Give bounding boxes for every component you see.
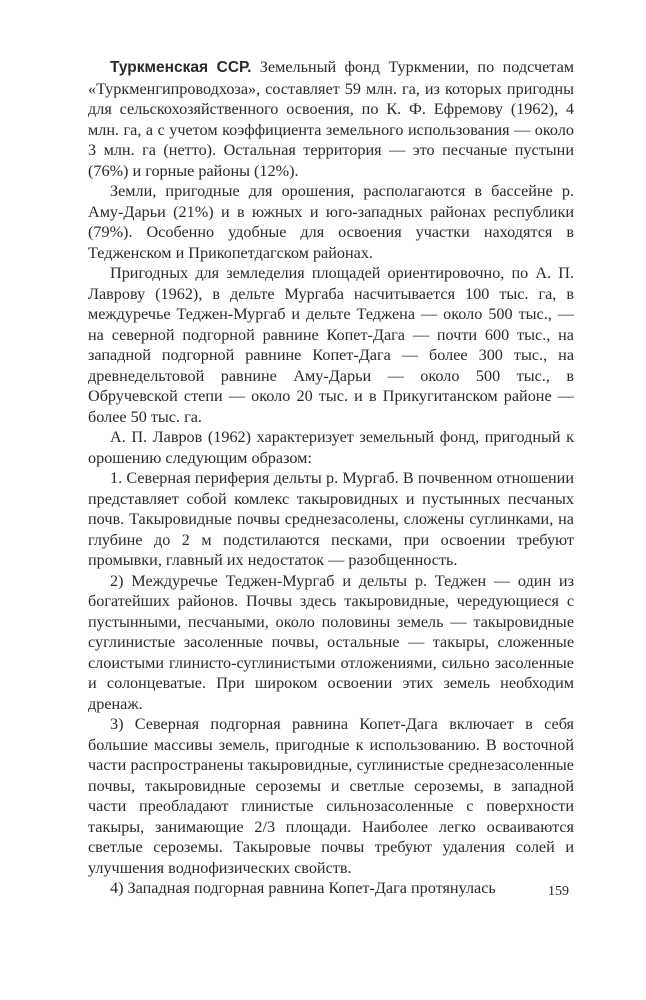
paragraph-6: 2) Междуречье Теджен-Мургаб и дельты р. Теджен — один из богатейших районов. Почвы здесь такыровидные, чередующиеся с пустынными, песчаными, около половины земель — такыровидные суглинистые засоленные почвы, остальные — такыры, сложенные слоистыми глинисто-суглинистыми отложениями, сильно засоленные и солонцеватые. При широком освоении этих земель необходим дренаж. <box>88 571 574 713</box>
page-number: 159 <box>548 884 569 899</box>
page-text-block <box>88 57 574 899</box>
paragraph-4: А. П. Лавров (1962) характеризует земельный фонд, пригодный к орошению следующим образом: <box>88 428 574 467</box>
paragraph-8: 4) Западная подгорная равнина Копет-Дага протянулась <box>110 879 496 897</box>
paragraph-3: Пригодных для земледелия площадей ориентировочно, по А. П. Лаврову (1962), в дельте Мургаба насчитывается 100 тыс. га, в междуречье Теджен-Мургаб и дельте Теджена — около 500 тыс., — на северной подгорной равнине Копет-Дага — почти 600 тыс., на западной подгорной равнине Копет-Дага — более 300 тыс., на древнедельтовой равнине Аму-Дарьи — около 500 тыс., в Обручевской степи — около 20 тыс. и в Прикугитанском районе — более 50 тыс. га. <box>88 264 574 426</box>
paragraph-5: 1. Северная периферия дельты р. Мургаб. В почвенном отношении представляет собой комлекс такыровидных и пустынных песчаных почв. Такыровидные почвы среднезасолены, сложены суглинками, на глубине до 2 м подстилаются песками, при освоении требуют промывки, главный их недостаток — разобщенность. <box>88 469 574 569</box>
section-heading: Туркменская ССР. <box>110 59 252 76</box>
paragraph-1-text: Земельный фонд Туркмении, по подсчетам «Туркменгипроводхоза», составляет 59 млн. га, из которых пригодны для сельскохозяйственного освоения, по К. Ф. Ефремову (1962), 4 млн. га, а с учетом коэффициента земельного использования — около 3 млн. га (нетто). Остальная территория — это песчаные пустыни (76%) и горные районы (12%). <box>88 58 574 180</box>
paragraph-1 <box>88 57 574 181</box>
paragraph-7: 3) Северная подгорная равнина Копет-Дага включает в себя большие массивы земель, пригодные к использованию. В восточной части распространены такыровидные, суглинистые среднезасоленные почвы, такыровидные сероземы и светлые сероземы, в западной части преобладают глинистые сильнозасоленные с поверхности такыры, занимающие 2/3 площади. Наиболее легко осваиваются светлые сероземы. Такыровые почвы требуют удаления солей и улучшения воднофизических свойств. <box>88 715 574 877</box>
paragraph-2: Земли, пригодные для орошения, располагаются в бассейне р. Аму-Дарьи (21%) и в южных и юго-западных районах республики (79%). Особенно удобные для освоения участки находятся в Тедженском и Прикопетдагском районах. <box>88 182 574 262</box>
